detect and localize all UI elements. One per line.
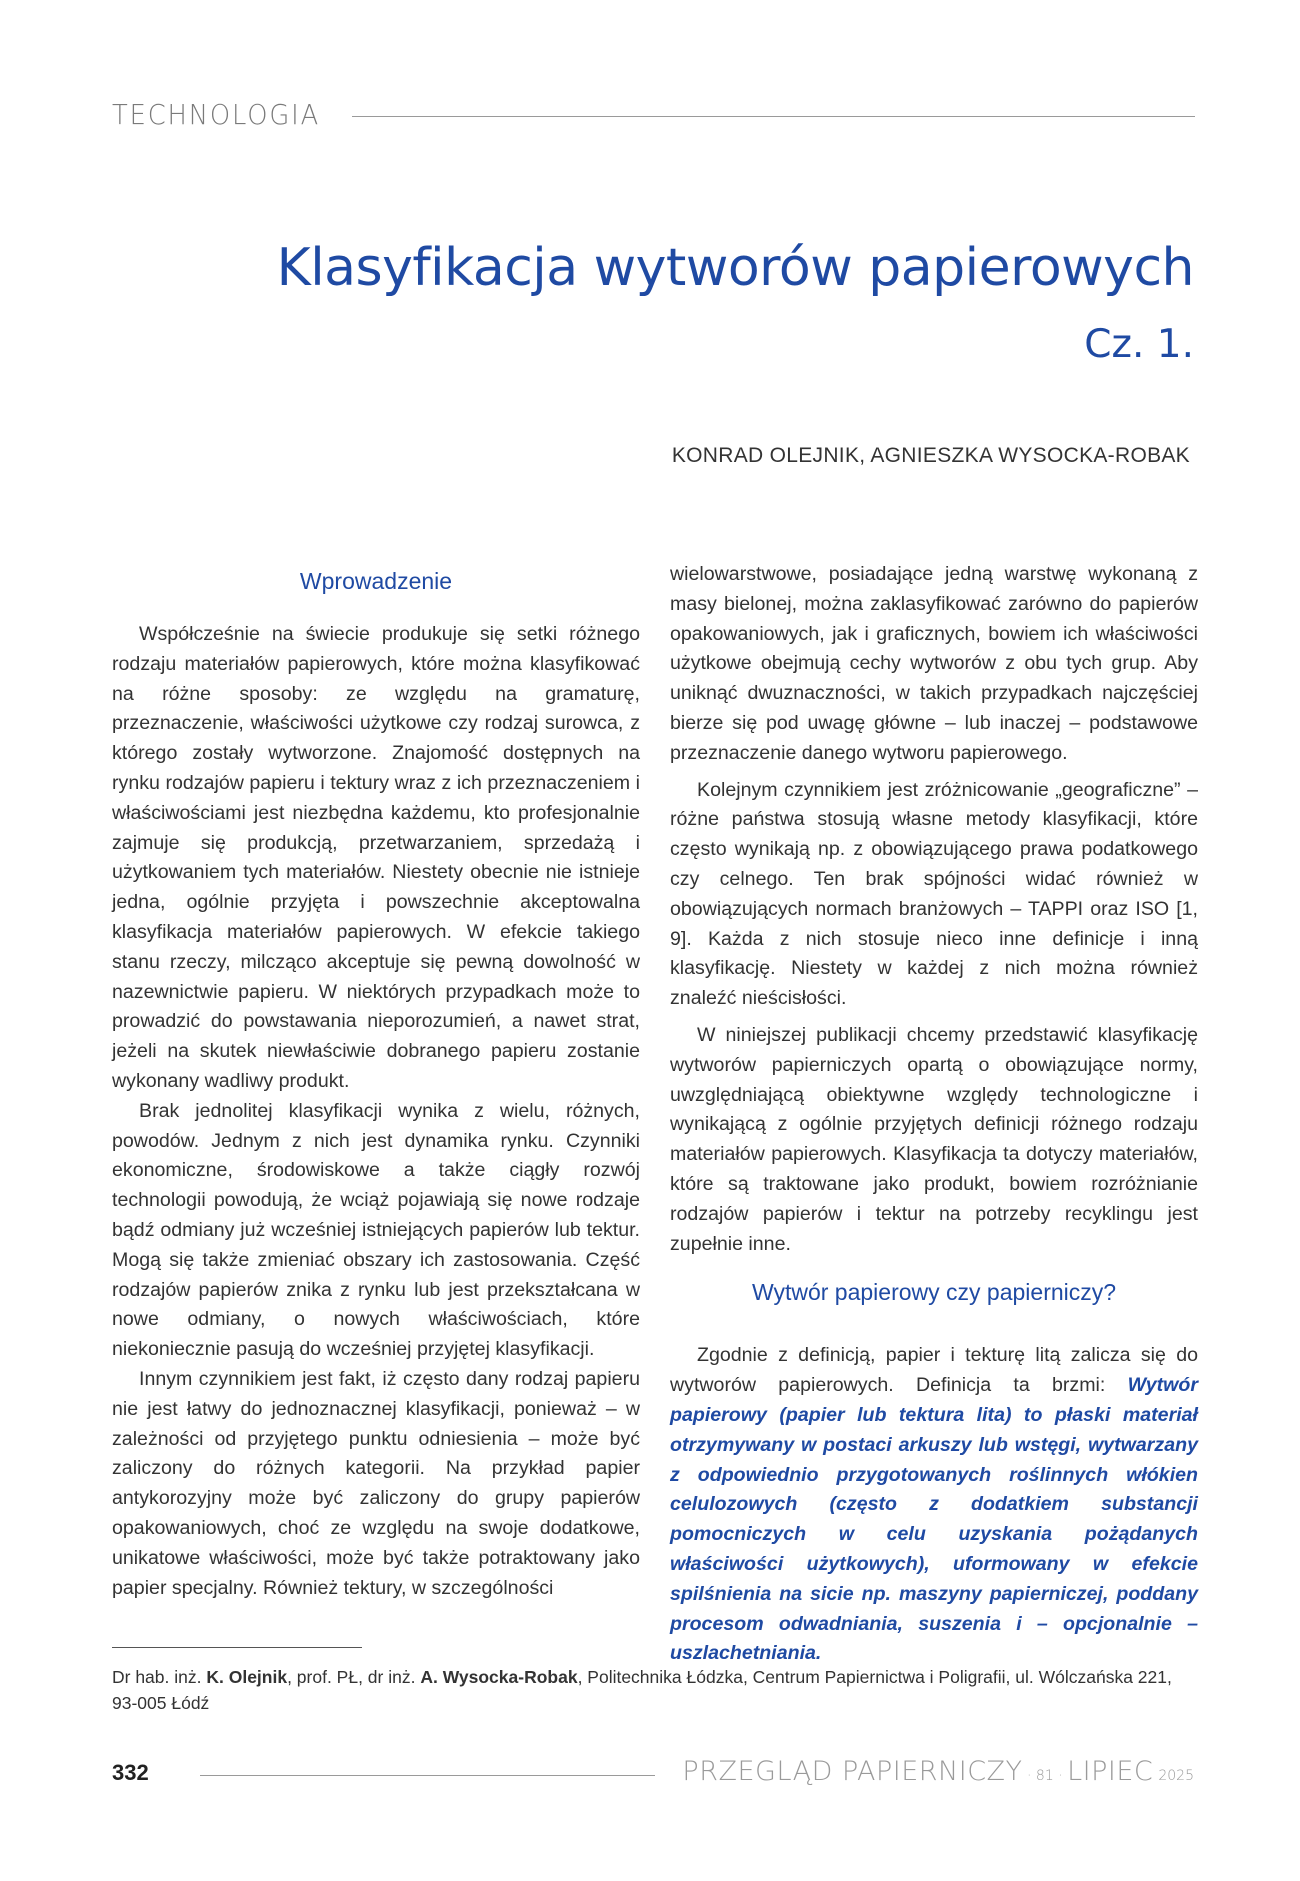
paragraph: W niniejszej publikacji chcemy przedstawić klasyfikację wytworów papierniczych opartą o obowiązujące normy, uwzględniającą obiektywne względy technologiczne i wynikającą z ogólnie przyjętych definicji różnego rodzaju materiałów papierowych. Klasyfikacja ta dotyczy materiałów, które są traktowane jako produkt, bowiem rozróżnianie rodzajów papierów i tektur na potrzeby recyklingu jest zupełnie inne.: [670, 1023, 1198, 1255]
section-heading-definition: Wytwór papierowy czy papierniczy?: [751, 1279, 1117, 1306]
footnote-divider: [112, 1647, 362, 1648]
author-name: A. Wysocka-Robak: [420, 1667, 578, 1687]
section-label: TECHNOLOGIA: [112, 98, 321, 131]
article-part: Cz. 1.: [1084, 322, 1194, 367]
article-authors: KONRAD OLEJNIK, AGNIESZKA WYSOCKA-ROBAK: [671, 444, 1190, 467]
paragraph: Innym czynnikiem jest fakt, iż często dany rodzaj papieru nie jest łatwy do jednoznacznej klasyfikacji, ponieważ – w zależności od przyjętego punktu odniesienia – może być zaliczony do różnych kategorii. Na przykład papier antykorozyjny może być zaliczony do grupy papierów opakowaniowych, choć ze względu na swoje dodatkowe, unikatowe właściwości, może być także potraktowany jako papier specjalny. Również tektury, w szczególności: [112, 1367, 640, 1599]
header-divider: [352, 116, 1195, 117]
paragraph: Kolejnym czynnikiem jest zróżnicowanie „geograficzne” – różne państwa stosują własne metody klasyfikacji, które często wynikają np. z obowiązującego prawa podatkowego czy celnego. Ten brak spójności widać również w obowiązujących normach branżowych – TAPPI oraz ISO [1, 9]. Każda z nich stosuje nieco inne definicje i inną klasyfikację. Niestety w każdej z nich można również znaleźć nieścisłości.: [670, 778, 1198, 1010]
definition-text: Wytwór papierowy (papier lub tektura lita) to płaski materiał otrzymywany w postaci arkuszy lub wstęgi, wytwarzany z odpowiednio przygotowanych roślinnych włókien celulozowych (często z dodatkiem substancji pomocniczych w celu uzyskania pożądanych właściwości użytkowych), uformowany w efekcie spilśnienia na sicie np. maszyny papierniczej, poddany procesom odwadniania, suszenia i – opcjonalnie – uszlachetniania.: [670, 1374, 1198, 1665]
magazine-footer: PRZEGLĄD PAPIERNICZY · 81 · LIPIEC 2025: [682, 1756, 1194, 1787]
section-heading-intro: Wprowadzenie: [299, 568, 453, 594]
issue-year: 2025: [1158, 1768, 1194, 1784]
issue-volume: 81: [1035, 1768, 1054, 1784]
paragraph: Brak jednolitej klasyfikacji wynika z wielu, różnych, powodów. Jednym z nich jest dynamika rynku. Czynniki ekonomiczne, środowiskowe a także ciągły rozwój technologii powodują, że wciąż pojawiają się nowe rodzaje bądź odmiany już wcześniej istniejących papierów lub tektur. Mogą się także zmieniać obszary ich zastosowania. Część rodzajów papierów znika z rynku lub jest przekształcana w nowe odmiany, o nowych właściwościach, które niekoniecznie pasują do wcześniej przyjętej klasyfikacji.: [112, 1099, 640, 1361]
footer-divider: [200, 1775, 655, 1776]
left-column: [112, 560, 640, 1603]
magazine-name: PRZEGLĄD PAPIERNICZY: [682, 1756, 1023, 1787]
page-number: 332: [112, 1760, 149, 1785]
author-name: K. Olejnik: [206, 1667, 288, 1687]
author-affiliation-footnote: Dr hab. inż. K. Olejnik, prof. PŁ, dr inż. A. Wysocka-Robak, Politechnika Łódzka, Centrum Papiernictwa i Poligrafii, ul. Wólczańska 221, 93-005 Łódź: [112, 1667, 1172, 1713]
paragraph: Współcześnie na świecie produkuje się setki różnego rodzaju materiałów papierowych, które można klasyfikować na różne sposoby: ze względu na gramaturę, przeznaczenie, właściwości użytkowe czy rodzaj surowca, z którego zostały wytworzone. Znajomość dostępnych na rynku rodzajów papieru i tektury wraz z ich przeznaczeniem i właściwościami jest niezbędna każdemu, kto profesjonalnie zajmuje się produkcją, przetwarzaniem, sprzedażą i użytkowaniem tych materiałów. Niestety obecnie nie istnieje jedna, ogólnie przyjęta i powszechnie akceptowalna klasyfikacja materiałów papierowych. W efekcie takiego stanu rzeczy, milcząco akceptuje się pewną dowolność w nazewnictwie papieru. W niektórych przypadkach może to prowadzić do powstawania nieporozumień, a nawet strat, jeżeli na skutek niewłaściwie dobranego papieru zostanie wykonany wadliwy produkt.: [112, 623, 640, 1092]
right-column: [670, 560, 1198, 1669]
definition-paragraph: [670, 1341, 1198, 1669]
definition-intro: Zgodnie z definicją, papier i tekturę litą zalicza się do wytworów papierowych. Definicja ta brzmi:: [670, 1344, 1198, 1397]
issue-month: LIPIEC: [1067, 1756, 1154, 1787]
article-title: Klasyfikacja wytworów papierowych: [276, 238, 1194, 298]
paragraph-continuation: wielowarstwowe, posiadające jedną warstwę wykonaną z masy bielonej, można zaklasyfikować zarówno do papierów opakowaniowych, jak i graficznych, bowiem ich właściwości użytkowe obejmują cechy wytworów z obu tych grup. Aby uniknąć dwuznaczności, w takich przypadkach najczęściej bierze się pod uwagę główne – lub inaczej – podstawowe przeznaczenie danego wytworu papierowego.: [670, 563, 1198, 764]
